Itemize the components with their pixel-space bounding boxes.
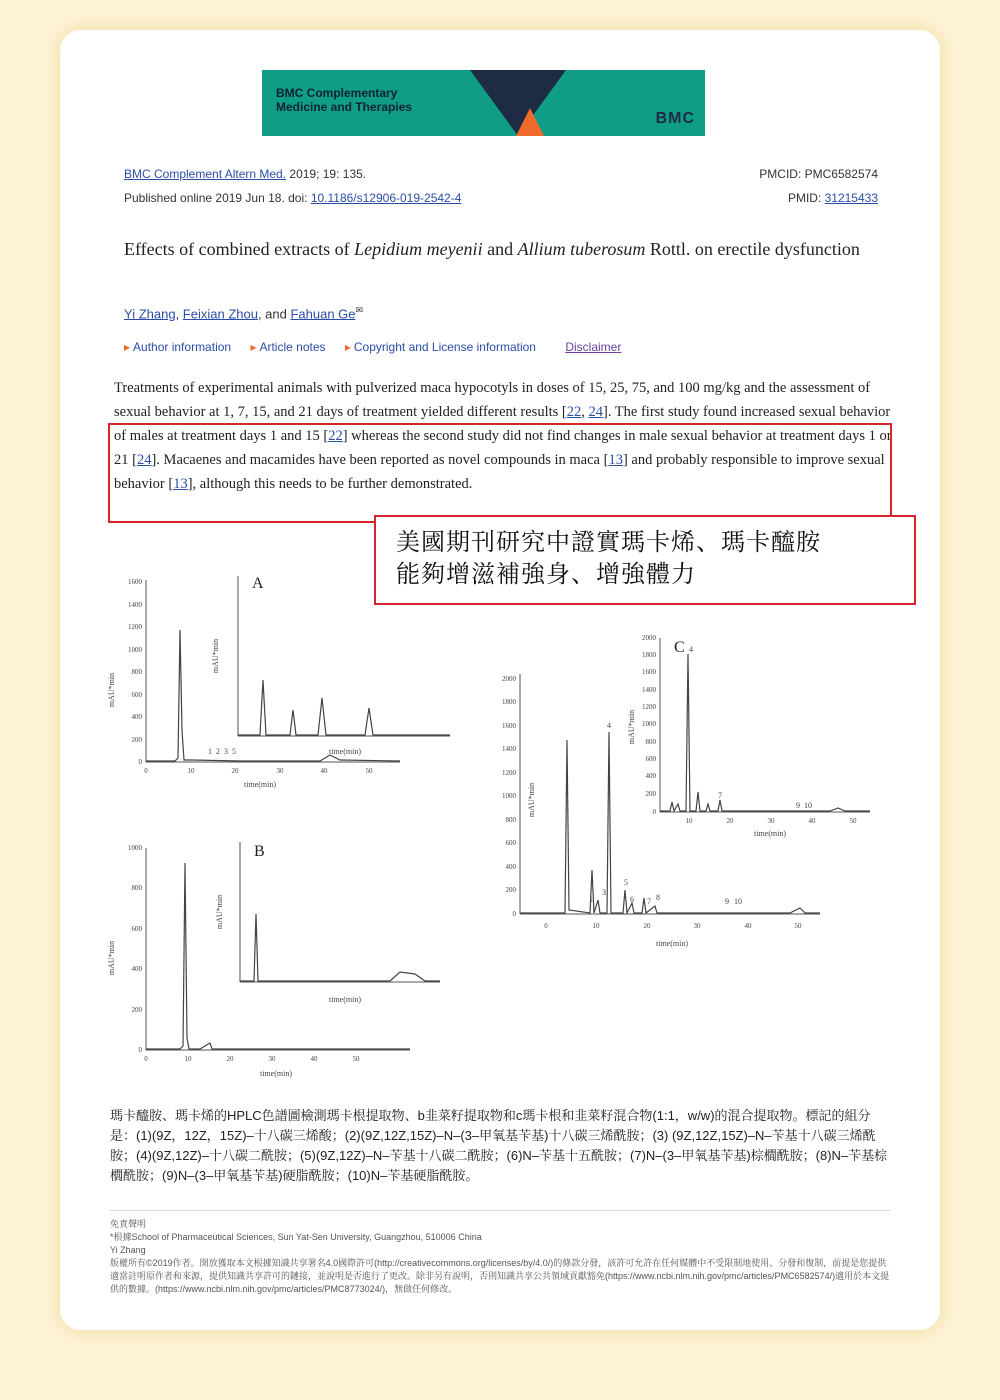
reference-link[interactable]: 13 [608,452,623,468]
tick-label: 20 [726,817,734,825]
citation-line [124,167,366,181]
tick-label: 10 [685,817,693,825]
tick-label: 400 [131,713,142,721]
tab-copyright[interactable] [345,340,544,354]
published-line [124,191,461,205]
tick-label: 600 [131,925,142,933]
tick-label: 20 [231,767,239,775]
peak-label: 3 [602,888,606,897]
author-sep: , [175,306,183,322]
tick-label: 50 [794,922,802,930]
title-species-2: Allium tuberosum [517,239,646,259]
callout-line: 美國期刊研究中證實瑪卡烯、瑪卡醯胺 [396,529,821,556]
peak-label: 1 [208,747,212,756]
tick-label: 20 [226,1055,234,1063]
peak-label: 5 [232,747,236,756]
y-ticks [502,675,517,918]
author-link[interactable]: Fahuan Ge [290,306,356,322]
chromatogram-a-inset [200,570,460,756]
tick-label: 2000 [502,675,516,683]
title-species-1: Lepidium meyenii [354,239,483,259]
tick-label: 400 [131,965,142,973]
peak-label: 2 [216,747,220,756]
tick-label: 50 [849,817,857,825]
tick-label: 10 [184,1055,192,1063]
license-note: 版權所有©2019作者。開放獲取本文根據知識共享署名4.0國際許可(http://creativecommons.org/licenses/by/4.0/)的條款分發，該許可允許在任何媒體中不受限制地使用、分發和復制，前提是您提供適當註明原作者和來源，提供知識共享許可的鏈接，並說明是否進行了更改。除非另有說明，否則知識共享公共領域貢獻豁免(https://www.ncbi.nlm.nih.gov/pmc/articles/PMC6582574/)適用於本文提供的數據。(https://www.ncbi.nlm.nih.gov/pmc/articles/PMC8773024/)，無做任何修改。 [110,1258,890,1294]
footer-notes [110,1218,892,1296]
author-list [124,305,363,321]
panel-label-b: B [254,843,265,860]
tick-label: 40 [320,767,328,775]
reference-link[interactable]: 24 [588,404,603,420]
tick-label: 1800 [502,698,516,706]
figure-caption: 瑪卡醯胺、瑪卡烯的HPLC色譜圖檢測瑪卡根提取物、b韭菜籽提取物和c瑪卡根和韭菜籽混合物(1:1，w/w)的混合提取物。標記的組分是：(1)(9Z，12Z，15Z)–十八碳三烯酸；(2)(9Z,12Z,15Z)–N–(3–甲氧基苄基)十八碳三烯酰胺；(3) (9Z,12Z,15Z)–N–苄基十八碳三烯酰胺；(4)(9Z,12Z)–十八碳二酰胺；(5)(9Z,12Z)–N–苄基十八碳二酰胺；(6)N–苄基十五酰胺；(7)N–(3–甲氧基苄基)棕櫚酰胺；(8)N–苄基棕櫚酰胺；(9)N–(3–甲氧基苄基)硬脂酰胺；(10)N–苄基硬脂酰胺。 [110,1108,888,1183]
y-ticks [128,578,143,766]
peak-label: 9 [725,897,729,906]
peak-label: 7 [647,897,651,906]
tab-author-information[interactable] [124,340,239,354]
tick-label: 800 [645,738,656,746]
journal-name-line2: Medicine and Therapies [276,100,413,114]
tick-label: 800 [131,884,142,892]
article-title [124,236,884,262]
journal-banner [262,70,705,136]
peak-label: 7 [718,791,722,800]
tick-label: 0 [544,922,548,930]
peak-label: 9 [796,801,800,810]
abstract-segment: ] whereas the second study did not find changes in male sexual behavior at treatment days 1 or 21 [ [114,428,892,468]
abstract-segment: ]. Macaenes and macamides have been reported as novel compounds in maca [ [151,452,609,468]
bmc-logo: BMC [655,110,695,127]
highlight-box [108,423,892,523]
panel-label-c: C [674,639,685,656]
tick-label: 800 [131,668,142,676]
tick-label: 1200 [502,769,516,777]
chromatogram-trace [238,680,450,735]
tick-label: 0 [144,1055,148,1063]
banner-orange-triangle [516,108,544,136]
tick-label: 400 [505,863,516,871]
tick-label: 200 [505,886,516,894]
journal-link[interactable]: BMC Complement Altern Med. [124,167,287,181]
peak-label: 4 [607,721,611,730]
tick-label: 10 [187,767,195,775]
tick-label: 1600 [128,578,142,586]
triangle-right-icon: ▸ [344,340,351,354]
tick-label: 600 [131,691,142,699]
article-info-tabs [124,340,629,354]
author-sep: , and [257,306,291,322]
pmid-link[interactable]: 31215433 [824,191,878,205]
abstract-segment: ] and probably responsible to improve sexual behavior [ [114,452,885,492]
tick-label: 30 [276,767,284,775]
tick-label: 1000 [128,646,142,654]
tick-label: 0 [144,767,148,775]
peak-label: 1 [589,895,593,904]
x-ticks [144,767,373,775]
y-ticks [128,844,143,1054]
y-axis-label: mAU*min [107,672,116,708]
tick-label: 20 [643,922,651,930]
tick-label: 800 [505,816,516,824]
reference-link[interactable]: 22 [328,428,343,444]
abstract-segment: ]. The first study found increased sexual behavior of males at treatment days 1 and 15 [ [114,404,891,444]
x-ticks [144,1055,360,1063]
peak-label: 10 [734,897,742,906]
published-text: Published online 2019 Jun 18. doi: [124,191,311,205]
tick-label: 0 [652,808,656,816]
triangle-right-icon: ▸ [124,340,131,354]
tick-label: 0 [512,910,516,918]
peak-label: 6 [630,895,634,904]
author-link[interactable]: Feixian Zhou [182,306,258,322]
author-note: Yi Zhang [110,1245,146,1255]
tick-label: 50 [365,767,373,775]
abstract-segment: , [581,404,589,420]
journal-name-line1: BMC Complementary [276,86,398,100]
tab-article-notes[interactable] [250,340,333,354]
tick-label: 40 [808,817,816,825]
email-icon[interactable]: ✉ [355,305,364,315]
peak-label: 8 [656,893,660,902]
tick-label: 30 [268,1055,276,1063]
x-axis-label: time(min) [260,1069,292,1078]
x-axis-label: time(min) [754,829,786,838]
pmid-label: PMID: [787,191,825,205]
tick-label: 1400 [502,745,516,753]
x-axis-label: time(min) [329,995,361,1004]
reference-link[interactable]: 13 [173,476,188,492]
title-part: and [482,239,518,259]
y-axis-label: mAU*min [527,782,536,818]
tick-label: 30 [693,922,701,930]
triangle-right-icon: ▸ [250,340,257,354]
peak-label: 4 [689,645,693,654]
tick-label: 40 [744,922,752,930]
reference-link[interactable]: 22 [566,404,582,420]
tick-label: 600 [505,839,516,847]
pmid-line [788,191,878,205]
abstract-segment: ], although this needs to be further demonstrated. [187,476,473,492]
article-card [60,30,940,1330]
tick-label: 600 [645,755,656,763]
y-axis-label: mAU*min [627,709,636,745]
tick-label: 1800 [642,651,656,659]
inset-background [640,634,876,834]
tick-label: 0 [138,1046,142,1054]
abstract-segment: Treatments of experimental animals with pulverized maca hypocotyls in doses of 15, 25, 75, and 100 mg/kg and the assessment of sexual behavior at 1, 7, 15, and 21 days of treatment yielded different results [ [114,380,871,420]
journal-name [276,86,412,114]
tab-label: Author information [133,340,232,354]
tick-label: 1600 [642,668,656,676]
chromatogram-c-inset [620,632,880,842]
chromatogram-trace [240,914,440,981]
tab-label: Article notes [259,340,326,354]
callout-line: 能夠增滋補強身、增強體力 [396,561,696,588]
tick-label: 1200 [128,623,142,631]
affiliation-note: *根據School of Pharmaceutical Sciences, Sun Yat-Sen University, Guangzhou, 510006 China [110,1232,482,1242]
x-axis-label: time(min) [656,939,688,948]
tab-label: Copyright and License information [353,340,536,354]
tick-label: 1000 [502,792,516,800]
peak-label: 10 [804,801,812,810]
tick-label: 40 [310,1055,318,1063]
disclaimer-heading: 免責聲明 [110,1219,147,1229]
journal-issue: 2019; 19: 135. [286,167,367,181]
y-axis-label: mAU*min [211,638,220,674]
tick-label: 10 [592,922,600,930]
peak-label: 5 [624,878,628,887]
pmcid: PMCID: PMC6582574 [759,167,878,181]
tick-label: 2000 [642,634,656,642]
doi-link[interactable]: 10.1186/s12906-019-2542-4 [310,191,462,205]
tick-label: 200 [131,1006,142,1014]
tick-label: 1200 [642,703,656,711]
tick-label: 30 [767,817,775,825]
tick-label: 200 [131,736,142,744]
title-part: Effects of combined extracts of [124,239,355,259]
x-ticks [544,922,802,930]
author-link[interactable]: Yi Zhang [124,306,176,322]
chromatogram-b-inset [200,836,450,1016]
title-part: Rottl. on erectile dysfunction [645,239,860,259]
tick-label: 0 [138,758,142,766]
tick-label: 1600 [502,722,516,730]
tab-disclaimer[interactable]: Disclaimer [565,340,622,354]
tick-label: 1400 [642,686,656,694]
tick-label: 1000 [128,844,142,852]
panel-label-a: A [252,575,264,592]
x-axis-label: time(min) [244,780,276,789]
tick-label: 50 [352,1055,360,1063]
tick-label: 400 [645,772,656,780]
y-axis-label: mAU*min [215,894,224,930]
footer-divider [110,1210,890,1211]
tick-label: 1000 [642,720,656,728]
tick-label: 1400 [128,601,142,609]
peak-label: 3 [224,747,228,756]
y-axis-label: mAU*min [107,940,116,976]
x-axis-label: time(min) [329,747,361,756]
tick-label: 200 [645,790,656,798]
reference-link[interactable]: 24 [136,452,152,468]
